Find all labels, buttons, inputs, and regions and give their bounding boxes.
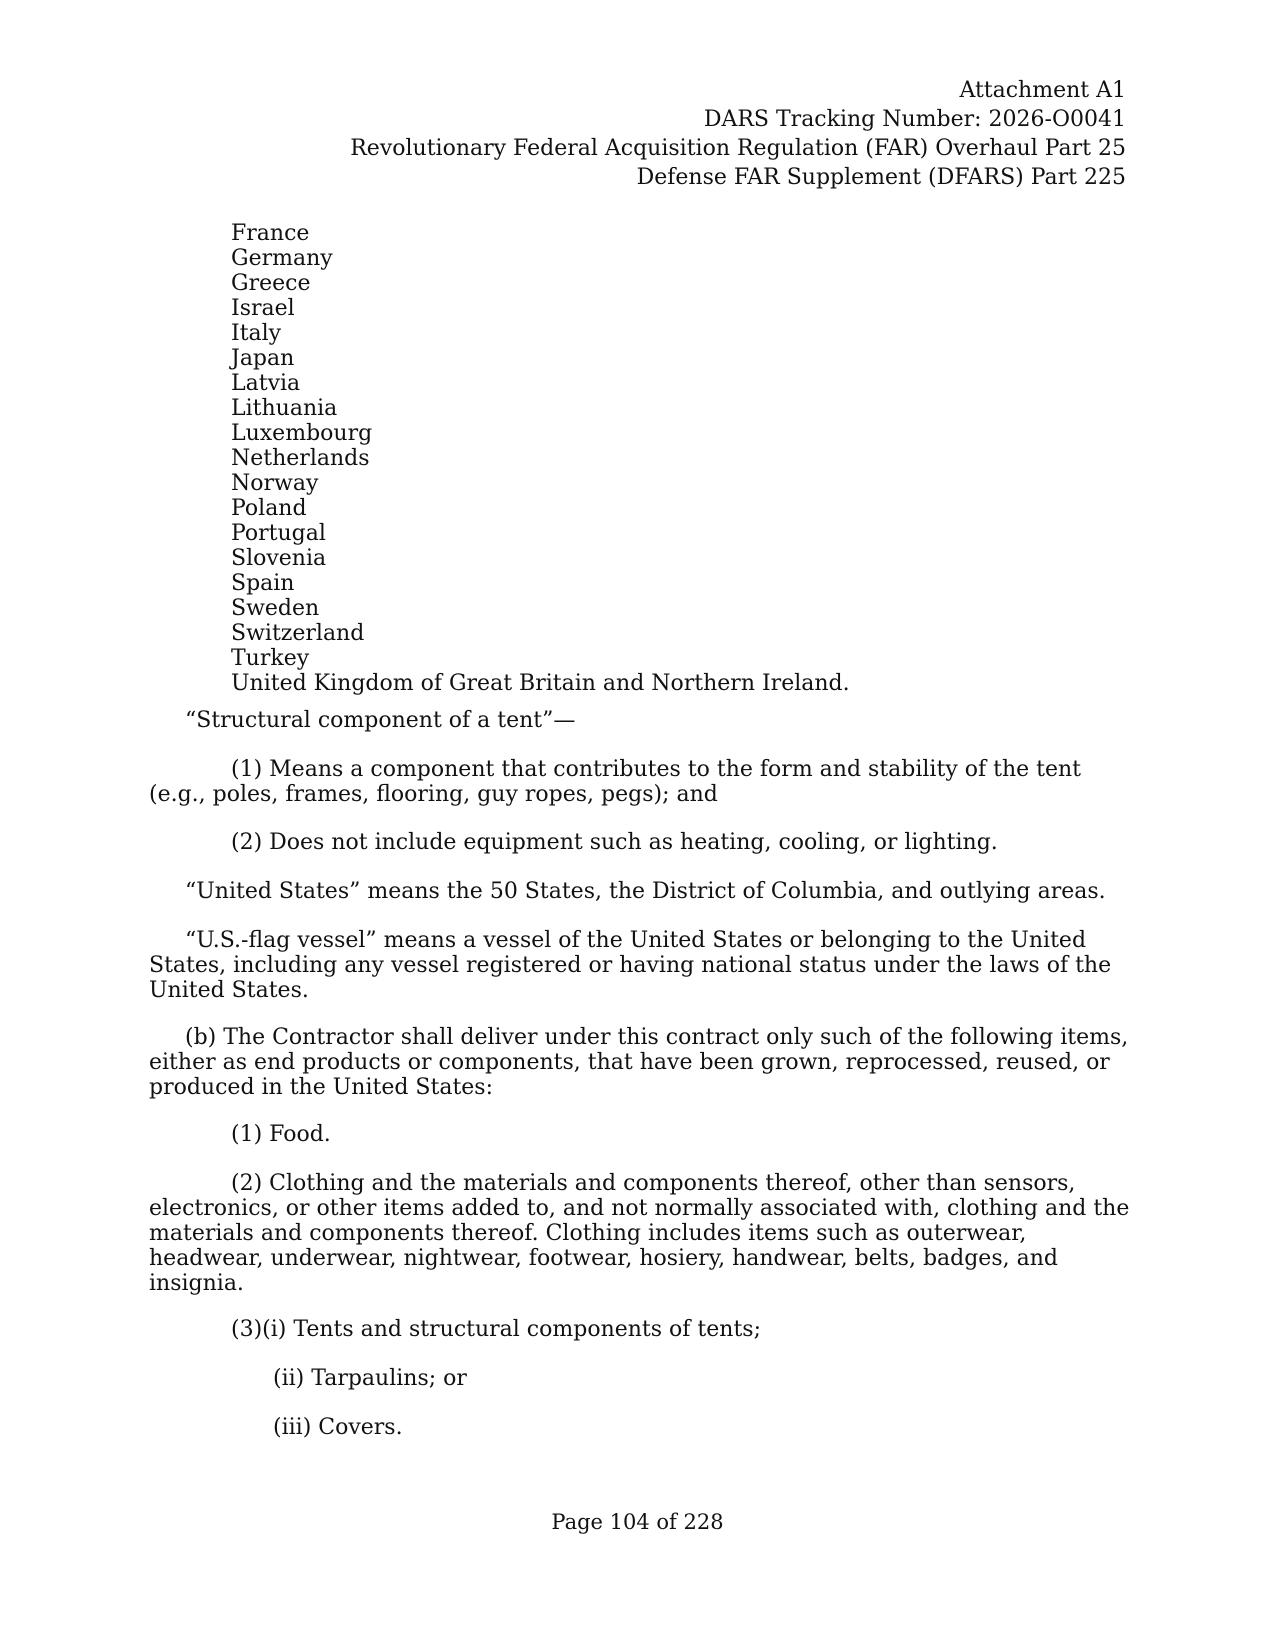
structural-component-definition: “Structural component of a tent”— [185,708,576,733]
list-item: Luxembourg [231,421,373,446]
list-item: Turkey [231,646,310,671]
list-item: Slovenia [231,546,327,571]
list-item: Germany [231,246,333,271]
structural-component-clause-1: (1) Means a component that contributes to the form and stability of the tent (e.g., poles, frames, flooring, guy ropes, pegs); and [149,757,1082,807]
list-item: Greece [231,271,311,296]
list-item: Italy [231,321,282,346]
list-item: Netherlands [231,446,370,471]
paragraph-b-3-ii-tarpaulins: (ii) Tarpaulins; or [273,1366,467,1391]
list-item: France [231,221,310,246]
list-item: Latvia [231,371,301,396]
list-item: Japan [231,346,295,371]
list-item: Norway [231,471,319,496]
country-list [231,221,850,696]
paragraph-b-2-clothing: (2) Clothing and the materials and components thereof, other than sensors, electronics, or other items added to, and not normally associated with, clothing and the materials and components thereof. Clothing includes items such as outerwear, headwear, underwear, nightwear, footwear, hosiery, handwear, belts, badges, and insignia. [149,1171,1130,1296]
page-number: Page 104 of 228 [551,1510,724,1534]
page-header [350,76,1126,192]
list-item: Sweden [231,596,320,621]
list-item: Switzerland [231,621,365,646]
paragraph-b-3-i-tents: (3)(i) Tents and structural components of tents; [231,1317,761,1342]
header-dfars-part: Defense FAR Supplement (DFARS) Part 225 [636,165,1126,190]
paragraph-b-3-iii-covers: (iii) Covers. [273,1415,403,1440]
paragraph-b: (b) The Contractor shall deliver under this contract only such of the following items, either as end products or components, that have been grown, reprocessed, reused, or produced in the United States: [149,1025,1129,1100]
header-far-part: Revolutionary Federal Acquisition Regulation (FAR) Overhaul Part 25 [350,136,1126,161]
header-attachment: Attachment A1 [959,78,1126,103]
list-item: Portugal [231,521,326,546]
header-tracking-number: DARS Tracking Number: 2026-O0041 [703,107,1126,132]
list-item: United Kingdom of Great Britain and Northern Ireland. [231,671,850,696]
paragraph-b-1-food: (1) Food. [231,1122,331,1147]
us-flag-vessel-definition: “U.S.-flag vessel” means a vessel of the United States or belonging to the United States, including any vessel registered or having national status under the laws of the United States. [149,928,1112,1003]
united-states-definition: “United States” means the 50 States, the District of Columbia, and outlying areas. [185,879,1106,904]
list-item: Lithuania [231,396,338,421]
list-item: Poland [231,496,307,521]
structural-component-clause-2: (2) Does not include equipment such as heating, cooling, or lighting. [231,830,998,855]
list-item: Israel [231,296,295,321]
list-item: Spain [231,571,295,596]
